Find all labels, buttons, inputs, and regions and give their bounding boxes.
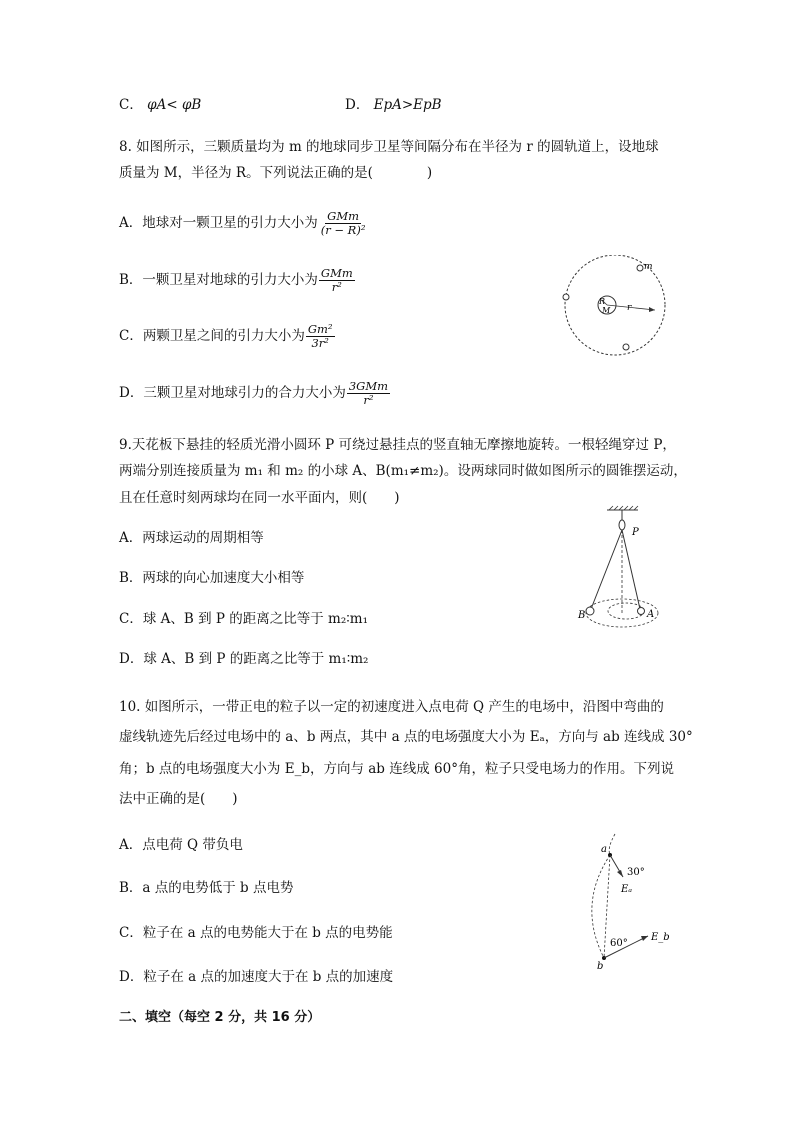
label-P: P: [632, 527, 639, 538]
q8-option-c-fraction: [306, 323, 335, 350]
q10-stem-line-2: 虚线轨迹先后经过电场中的 a、b 两点，其中 a 点的电场强度大小为 Eₐ，方向与 ab 连线成 30°: [119, 729, 693, 745]
q9-stem-line-2: 两端分别连接质量为 m₁ 和 m₂ 的小球 A、B(m₁≠m₂)。设两球同时做如图所示的圆锥摆运动，: [119, 463, 687, 479]
label-m: m: [644, 262, 653, 272]
q9-option-b: B．两球的向心加速度大小相等: [119, 570, 305, 586]
satellite-dot-1: [637, 265, 643, 271]
label-angle-60: 60°: [610, 938, 628, 949]
label-angle-30: 30°: [627, 867, 645, 878]
ball-A: [638, 608, 645, 615]
q10-stem-line-4: 法中正确的是( ): [119, 791, 238, 807]
ball-B: [586, 607, 594, 615]
q8-option-c: [119, 323, 335, 350]
q8-option-b-fraction: [319, 267, 355, 294]
satellite-dot-2: [563, 294, 569, 300]
fraction-numerator: GMm: [327, 209, 360, 223]
q9-stem-line-3: 且在任意时刻两球均在同一水平面内，则( ): [119, 490, 400, 506]
label-Ea: Eₐ: [621, 884, 633, 895]
q8-option-d-text: D．三颗卫星对地球引力的合力大小为: [119, 385, 346, 401]
q8-stem-line-1: 8. 如图所示，三颗质量均为 m 的地球同步卫星等间隔分布在半径为 r 的圆轨道上，设地球: [119, 139, 659, 155]
q8-option-a: [119, 210, 367, 237]
q8-stem-line-2: 质量为 M，半径为 R。下列说法正确的是( ): [119, 165, 433, 181]
q9-option-a: A．两球运动的周期相等: [119, 530, 264, 546]
label-R: R: [599, 297, 606, 306]
q7-option-c-text: φA< φB: [147, 97, 202, 113]
label-Eb: E_b: [651, 932, 670, 943]
ring-P: [619, 520, 625, 530]
q9-pendulum-figure: [570, 505, 670, 635]
field-Ea-arrowhead: [617, 870, 623, 877]
label-A: A: [647, 609, 655, 620]
label-r: r: [627, 303, 632, 313]
q8-option-d-fraction: [347, 380, 390, 407]
fraction-denominator: r²: [363, 393, 374, 407]
label-M: M: [602, 306, 611, 315]
q8-option-d: [119, 380, 390, 407]
q8-option-a-text: A．地球对一颗卫星的引力大小为: [119, 215, 318, 231]
q9-option-c: C．球 A、B 到 P 的距离之比等于 m₂∶m₁: [119, 611, 368, 627]
fraction-numerator: 3GMm: [348, 379, 389, 393]
section-2-heading: 二、填空（每空 2 分，共 16 分）: [119, 1010, 321, 1025]
q10-option-c: C．粒子在 a 点的电势能大于在 b 点的电势能: [119, 925, 393, 941]
fraction-denominator: 3r²: [311, 336, 329, 350]
q7-option-c-label: C．: [119, 97, 143, 113]
q8-option-b-text: B．一颗卫星对地球的引力大小为: [119, 272, 318, 288]
q8-option-b: [119, 267, 355, 294]
label-a: a: [601, 844, 607, 855]
q10-option-d: D．粒子在 a 点的加速度大于在 b 点的加速度: [119, 969, 394, 985]
q8-option-c-text: C．两颗卫星之间的引力大小为: [119, 328, 305, 344]
q7-option-d: [345, 95, 442, 115]
q7-option-d-text: EpA>EpB: [373, 97, 442, 113]
fraction-denominator: r²: [331, 280, 342, 294]
string-to-A: [622, 530, 640, 609]
field-Eb-arrowhead: [641, 936, 648, 941]
string-to-B: [591, 530, 622, 609]
fraction-denominator: (r − R)²: [320, 223, 366, 237]
fraction-numerator: GMm: [320, 266, 353, 280]
trajectory-entry: [609, 834, 615, 855]
q10-stem-line-3: 角；b 点的电场强度大小为 E_b，方向与 ab 连线成 60°角，粒子只受电场力的作用。下列说: [119, 761, 674, 777]
q10-option-a: A．点电荷 Q 带负电: [119, 837, 243, 853]
q10-option-b: B．a 点的电势低于 b 点电势: [119, 880, 294, 896]
q9-option-d: D．球 A、B 到 P 的距离之比等于 m₁∶m₂: [119, 651, 369, 667]
q8-option-a-fraction: [319, 210, 368, 237]
fraction-numerator: Gm²: [307, 322, 333, 336]
q10-stem-line-1: 10. 如图所示，一带正电的粒子以一定的初速度进入点电荷 Q 产生的电场中，沿图中弯曲的: [119, 699, 664, 715]
radius-arrowhead: [649, 307, 655, 312]
q9-stem-line-1: 9.天花板下悬挂的轻质光滑小圆环 P 可绕过悬挂点的竖直轴无摩擦地旋转。一根轻绳穿过 P，: [119, 437, 676, 453]
ceiling-hatch: [609, 506, 638, 510]
q7-option-c: [119, 95, 201, 115]
q10-field-figure: [585, 830, 685, 975]
q7-option-d-label: D．: [345, 97, 370, 113]
label-B: B: [578, 610, 586, 621]
q8-orbit-figure: [555, 255, 675, 360]
satellite-dot-3: [623, 344, 629, 350]
label-b: b: [597, 961, 604, 972]
